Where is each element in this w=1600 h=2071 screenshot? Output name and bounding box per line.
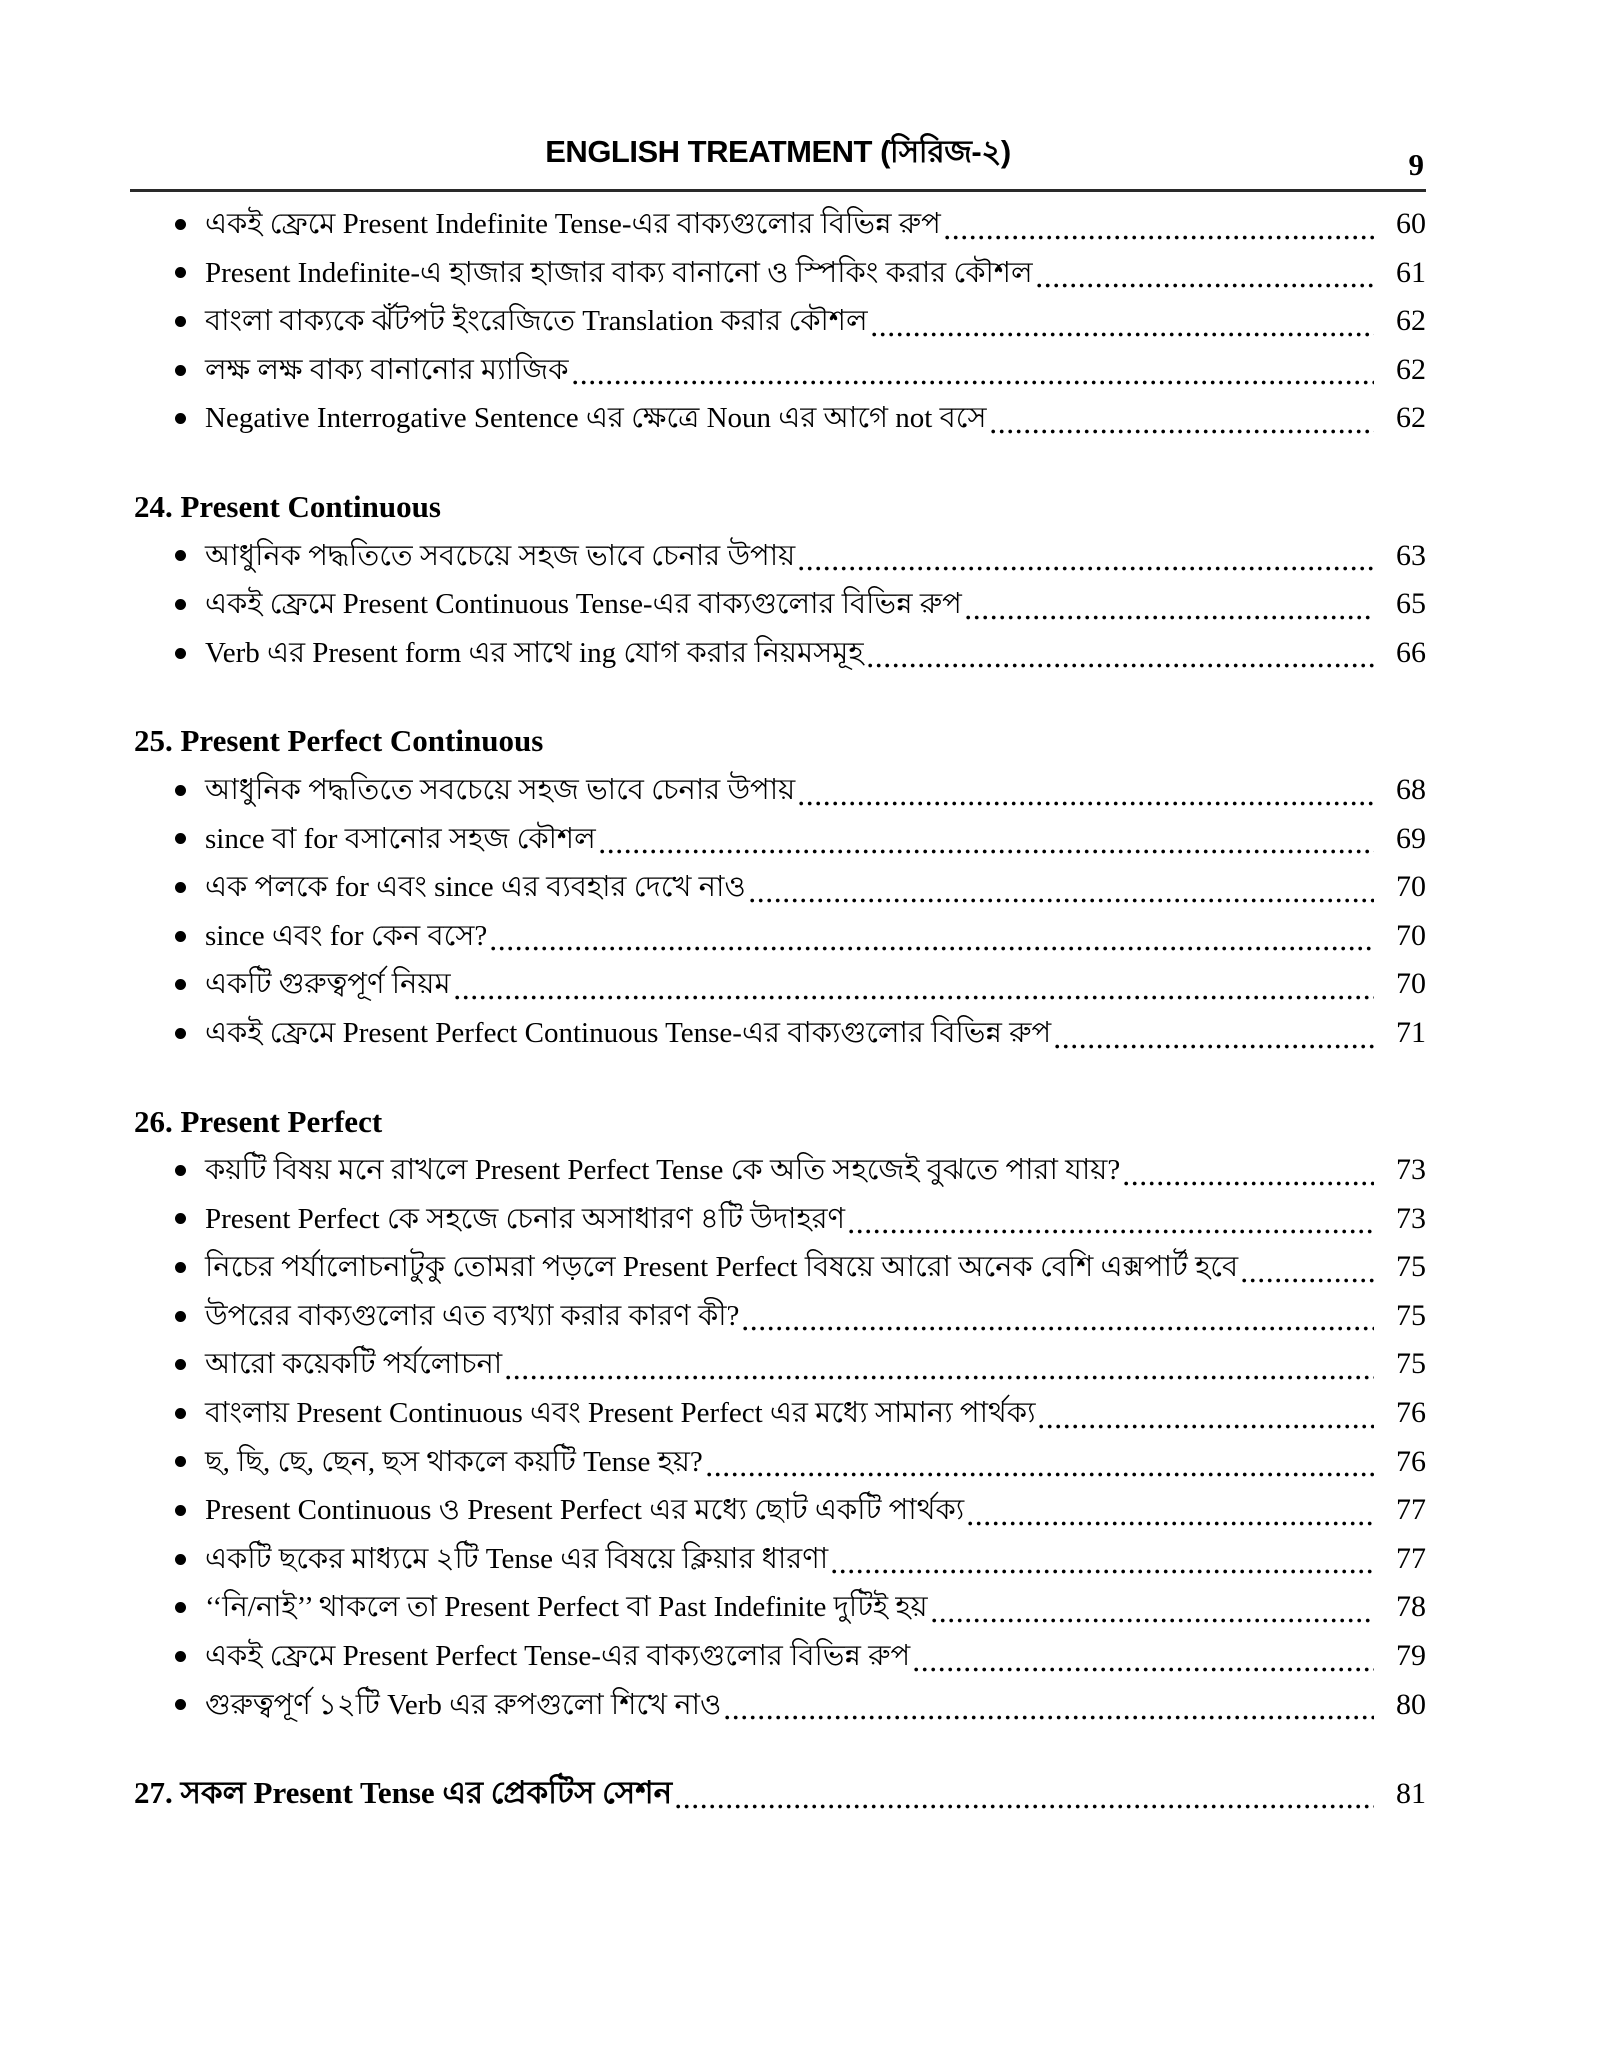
toc-entry-label: বাংলায় Present Continuous এবং Present Perfect এর মধ্যে সামান্য পার্থক্য	[205, 1397, 1036, 1430]
entry-page-number: 77	[1396, 1541, 1426, 1575]
dotted-leader	[1039, 1424, 1374, 1429]
section-heading-text: 26. Present Perfect	[134, 1103, 383, 1139]
bullet-icon	[175, 219, 186, 230]
dotted-leader	[491, 946, 1374, 951]
toc-entry-label: ছ, ছি, ছে, ছেন, ছস থাকলে কয়টি Tense হয়?	[205, 1445, 703, 1478]
page-header	[130, 0, 1426, 192]
toc-entry-label: আধুনিক পদ্ধতিতে সবচেয়ে সহজ ভাবে চেনার উপায়	[205, 773, 796, 806]
bullet-icon	[175, 1028, 186, 1039]
toc-entry	[130, 1438, 1426, 1487]
bullet-icon	[175, 1699, 186, 1710]
dotted-leader	[725, 1715, 1374, 1720]
bullet-icon	[175, 1359, 186, 1370]
toc-entry-label: Verb এর Present form এর সাথে ing যোগ করার নিয়মসমূহ	[205, 636, 864, 669]
toc-entry-label: উপরের বাক্যগুলোর এত ব্যখ্যা করার কারণ কী?	[205, 1299, 740, 1332]
toc-entry	[130, 1535, 1426, 1584]
section-heading	[130, 483, 1426, 532]
toc-entry-label: since বা for বসানোর সহজ কৌশল	[205, 822, 596, 855]
entry-page-number: 81	[1396, 1777, 1426, 1811]
bullet-icon	[175, 316, 186, 327]
book-title: ENGLISH TREATMENT (সিরিজ-২)	[545, 134, 1011, 169]
entry-page-number: 78	[1396, 1590, 1426, 1624]
bullet-icon	[175, 599, 186, 610]
dotted-leader	[932, 1618, 1374, 1623]
dotted-leader	[968, 1521, 1374, 1526]
toc-entry-label: Present Continuous ও Present Perfect এর মধ্যে ছোট একটি পার্থক্য	[205, 1494, 965, 1527]
bullet-icon	[175, 785, 186, 796]
bullet-icon	[175, 648, 186, 659]
bullet-icon	[175, 550, 186, 561]
toc-entry	[130, 580, 1426, 629]
toc-entry	[130, 1681, 1426, 1730]
page-number: 9	[1408, 147, 1424, 182]
toc	[130, 200, 1426, 1818]
dotted-leader	[1055, 1044, 1374, 1049]
section-heading-text: 25. Present Perfect Continuous	[134, 723, 544, 759]
entry-page-number: 79	[1396, 1639, 1426, 1673]
dotted-leader	[872, 332, 1374, 337]
toc-entry-label: গুরুত্বপূর্ণ ১২টি Verb এর রুপগুলো শিখে নাও	[205, 1688, 722, 1721]
toc-entry	[130, 1389, 1426, 1438]
dotted-leader	[743, 1326, 1374, 1331]
entry-page-number: 62	[1396, 352, 1426, 386]
dotted-leader	[914, 1667, 1374, 1672]
dotted-leader	[868, 663, 1374, 668]
toc-entry-label: কয়টি বিষয় মনে রাখলে Present Perfect Tense কে অতি সহজেই বুঝতে পারা যায়?	[205, 1154, 1121, 1187]
entry-page-number: 66	[1396, 635, 1426, 669]
entry-page-number: 73	[1396, 1201, 1426, 1235]
entry-page-number: 62	[1396, 401, 1426, 435]
entry-page-number: 76	[1396, 1444, 1426, 1478]
toc-entry-label: একই ফ্রেমে Present Perfect Tense-এর বাক্যগুলোর বিভিন্ন রুপ	[205, 1640, 911, 1673]
entry-page-number: 70	[1396, 967, 1426, 1001]
toc-entry-label: ‘‘নি/নাই’’ থাকলে তা Present Perfect বা Past Indefinite দুটিই হয়	[205, 1591, 928, 1624]
toc-entry-label: নিচের পর্যালোচনাটুকু তোমরা পড়লে Present Perfect বিষয়ে আরো অনেক বেশি এক্সপার্ট হবে	[205, 1251, 1239, 1284]
toc-entry-label: লক্ষ লক্ষ বাক্য বানানোর ম্যাজিক	[205, 353, 569, 386]
section-heading	[130, 1098, 1426, 1147]
bullet-icon	[175, 882, 186, 893]
dotted-leader	[707, 1472, 1374, 1477]
toc-entry	[130, 1292, 1426, 1341]
entry-page-number: 63	[1396, 538, 1426, 572]
toc-entry	[130, 346, 1426, 395]
entry-page-number: 60	[1396, 207, 1426, 240]
dotted-leader	[750, 898, 1374, 903]
dotted-leader	[849, 1229, 1374, 1234]
dotted-leader	[799, 801, 1374, 806]
dotted-leader	[573, 380, 1375, 385]
bullet-icon	[175, 979, 186, 990]
dotted-leader	[832, 1569, 1374, 1574]
dotted-leader	[506, 1375, 1374, 1380]
toc-entry-label: একই ফ্রেমে Present Indefinite Tense-এর বাক্যগুলোর বিভিন্ন রুপ	[205, 208, 941, 240]
dotted-leader	[600, 849, 1374, 854]
section-heading-text: 24. Present Continuous	[134, 488, 441, 524]
toc-entry	[130, 1632, 1426, 1681]
entry-page-number: 65	[1396, 587, 1426, 621]
dotted-leader	[945, 235, 1374, 240]
entry-page-number: 69	[1396, 821, 1426, 855]
toc-entry	[130, 532, 1426, 581]
bullet-icon	[175, 833, 186, 844]
toc-entry	[130, 249, 1426, 298]
dotted-leader	[1037, 283, 1374, 288]
toc-entry	[130, 1195, 1426, 1244]
dotted-leader	[676, 1804, 1374, 1809]
toc-entry	[130, 629, 1426, 678]
page-content	[130, 0, 1426, 1818]
bullet-icon	[175, 931, 186, 942]
entry-page-number: 73	[1396, 1153, 1426, 1187]
toc-entry	[130, 1486, 1426, 1535]
toc-entry-label: একটি ছকের মাধ্যমে ২টি Tense এর বিষয়ে ক্লিয়ার ধারণা	[205, 1542, 829, 1575]
toc-entry	[130, 1340, 1426, 1389]
bullet-icon	[175, 1165, 186, 1176]
dotted-leader	[1242, 1278, 1374, 1283]
toc-entry	[130, 1009, 1426, 1058]
toc-entry	[130, 297, 1426, 346]
toc-entry-label: Present Perfect কে সহজে চেনার অসাধারণ ৪টি উদাহরণ	[205, 1202, 846, 1235]
bullet-icon	[175, 413, 186, 424]
dotted-leader	[966, 615, 1374, 620]
entry-page-number: 80	[1396, 1687, 1426, 1721]
bullet-icon	[175, 1262, 186, 1273]
toc-entry	[130, 1146, 1426, 1195]
entry-page-number: 61	[1396, 255, 1426, 289]
toc-entry-label: since এবং for কেন বসে?	[205, 919, 488, 952]
dotted-leader	[991, 429, 1374, 434]
toc-entry	[130, 394, 1426, 443]
bullet-icon	[175, 365, 186, 376]
entry-page-number: 70	[1396, 870, 1426, 904]
toc-entry	[130, 200, 1426, 249]
entry-page-number: 77	[1396, 1493, 1426, 1527]
dotted-leader	[1124, 1181, 1374, 1186]
bullet-icon	[175, 1213, 186, 1224]
toc-entry-label: এক পলকে for এবং since এর ব্যবহার দেখে নাও	[205, 871, 746, 904]
toc-entry	[130, 1583, 1426, 1632]
entry-page-number: 75	[1396, 1298, 1426, 1332]
dotted-leader	[799, 566, 1374, 571]
entry-page-number: 68	[1396, 772, 1426, 806]
toc-entry	[130, 815, 1426, 864]
toc-entry-label: আধুনিক পদ্ধতিতে সবচেয়ে সহজ ভাবে চেনার উপায়	[205, 539, 796, 572]
bullet-icon	[175, 1456, 186, 1467]
toc-entry	[130, 863, 1426, 912]
bullet-icon	[175, 1505, 186, 1516]
toc-entry-label: Present Indefinite-এ হাজার হাজার বাক্য বানানো ও স্পিকিং করার কৌশল	[205, 256, 1033, 289]
section-heading	[130, 1769, 1426, 1818]
bullet-icon	[175, 1651, 186, 1662]
bullet-icon	[175, 267, 186, 278]
toc-entry-label: একই ফ্রেমে Present Continuous Tense-এর বাক্যগুলোর বিভিন্ন রুপ	[205, 588, 962, 621]
toc-entry-label: বাংলা বাক্যকে ঝঁটপট ইংরেজিতে Translation করার কৌশল	[205, 305, 868, 338]
toc-entry	[130, 912, 1426, 961]
entry-page-number: 75	[1396, 1347, 1426, 1381]
bullet-icon	[175, 1311, 186, 1322]
toc-entry	[130, 960, 1426, 1009]
toc-entry	[130, 766, 1426, 815]
entry-page-number: 75	[1396, 1250, 1426, 1284]
bullet-icon	[175, 1408, 186, 1419]
toc-entry-label: Negative Interrogative Sentence এর ক্ষেত্রে Noun এর আগে not বসে	[205, 402, 987, 435]
section-heading-text: 27. সকল Present Tense এর প্রেকটিস সেশন	[134, 1775, 673, 1811]
dotted-leader	[455, 995, 1374, 1000]
toc-entry-label: একটি গুরুত্বপূর্ণ নিয়ম	[205, 968, 451, 1001]
entry-page-number: 62	[1396, 304, 1426, 338]
bullet-icon	[175, 1602, 186, 1613]
bullet-icon	[175, 1554, 186, 1565]
section-heading	[130, 717, 1426, 766]
entry-page-number: 71	[1396, 1015, 1426, 1049]
entry-page-number: 76	[1396, 1396, 1426, 1430]
toc-entry-label: একই ফ্রেমে Present Perfect Continuous Tense-এর বাক্যগুলোর বিভিন্ন রুপ	[205, 1016, 1052, 1049]
toc-entry-label: আরো কয়েকটি পর্যলোচনা	[205, 1348, 503, 1381]
entry-page-number: 70	[1396, 918, 1426, 952]
toc-entry	[130, 1243, 1426, 1292]
